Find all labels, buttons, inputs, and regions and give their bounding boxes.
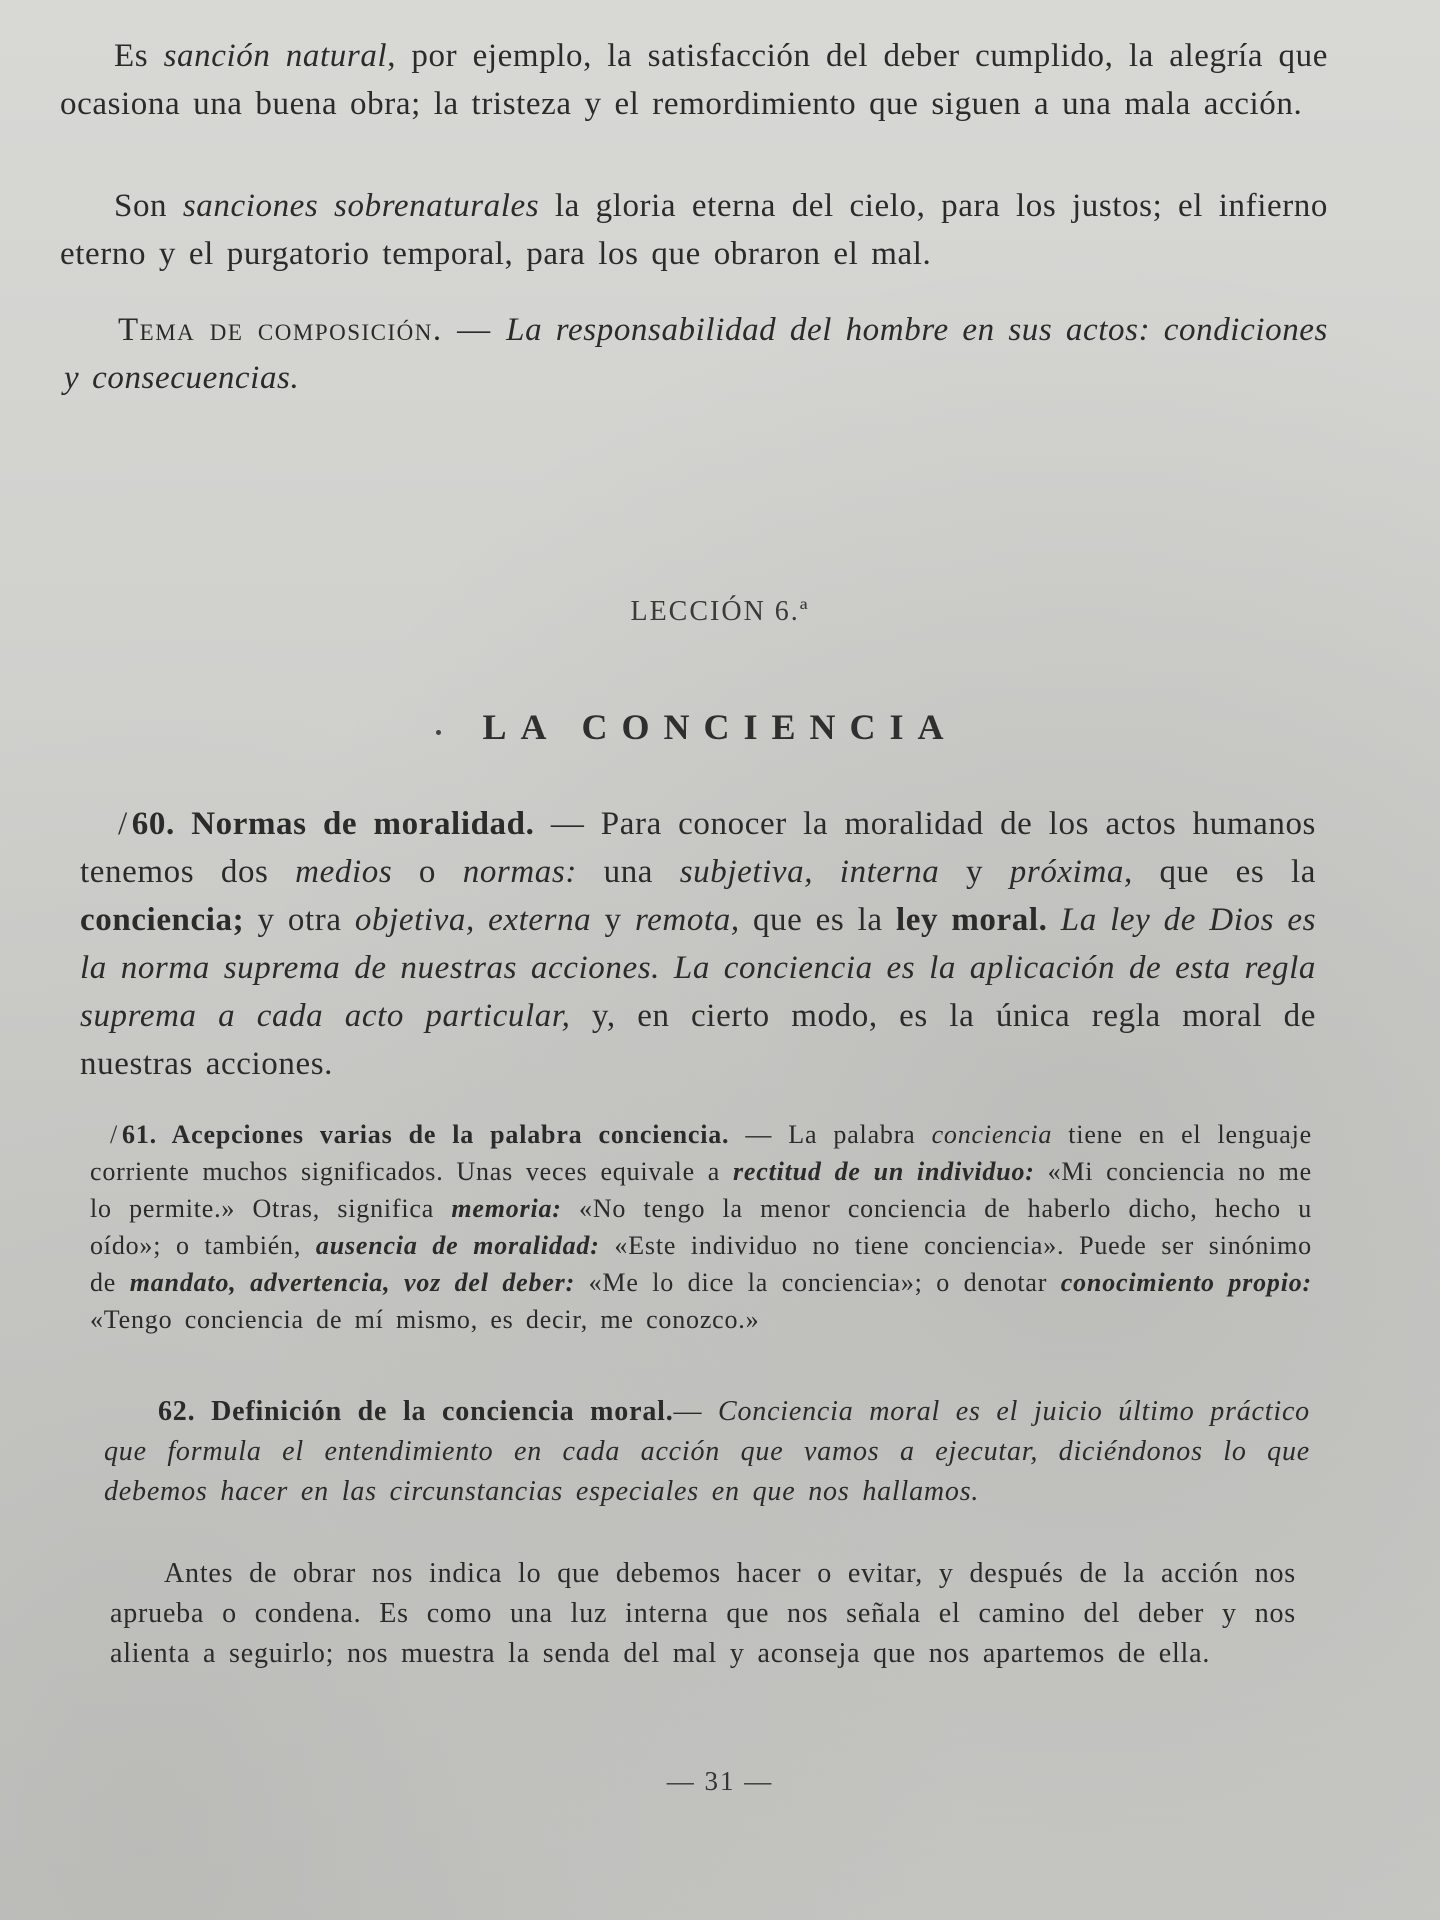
margin-check-mark: /: [118, 806, 128, 842]
section-62-heading: 62. Definición de la conciencia moral.: [158, 1396, 674, 1427]
section-60-normas-de-moralidad: / 60. Normas de moralidad. — Para conocer la moralidad de los actos humanos tenemos dos medios o normas: una subjetiva, interna y próxima, que es la conciencia; y otra objetiva, externa y remota, que es la ley moral. La ley de Dios es la norma suprema de nuestras acciones. La conciencia es la aplicación de esta regla suprema a cada acto particular, y, en cierto modo, es la única regla moral de nuestras acciones.: [80, 806, 1317, 1082]
emphasis-sanciones-sobrenaturales: sanciones sobrenaturales: [182, 188, 540, 224]
section-62-paragraph-2: Antes de obrar nos indica lo que debemos hacer o evitar, y después de la acción nos aprueba o condena. Es como una luz interna que nos señala el camino del deber y nos alienta a seguirlo; nos muestra la senda del mal y aconseja que nos apartemos de ella.: [110, 1558, 1296, 1669]
emphasis-sancion-natural: sanción natural: [163, 38, 388, 74]
margin-check-mark: /: [110, 1120, 119, 1149]
definition-text: Conciencia moral es el juicio último práctico que formula el entendimiento en cada acción que vamos a ejecutar, diciéndonos lo que debemos hacer en las circunstancias especiales en que nos hallamos.: [104, 1396, 1310, 1507]
tema-de-composicion: [64, 306, 1328, 402]
page-number: — 31 —: [666, 1766, 774, 1796]
tema-label: Tema de composición. —: [118, 312, 507, 348]
section-61-acepciones: / 61. Acepciones varias de la palabra conciencia. — La palabra conciencia tiene en el lenguaje corriente muchos significados. Unas veces equivale a rectitud de un individuo: «Mi conciencia no me lo permite.» Otras, significa memoria: «No tengo la menor conciencia de haberlo dicho, hecho u oído»; o también, ausencia de moralidad: «Este individuo no tiene conciencia». Puede ser sinónimo de mandato, advertencia, voz del deber: «Me lo dice la conciencia»; o denotar conocimiento propio: «Tengo conciencia de mí mismo, es decir, me conozco.»: [90, 1120, 1313, 1334]
section-62-definicion: 62. Definición de la conciencia moral.— Conciencia moral es el juicio último práctico que formula el entendimiento en cada acción que vamos a ejecutar, diciéndonos lo que debemos hacer en las circunstancias especiales en que nos hallamos.: [104, 1396, 1310, 1507]
tema-text: La responsabilidad del hombre en sus actos: condiciones y consecuencias.: [64, 312, 1328, 396]
chapter-title: LA CONCIENCIA: [482, 707, 958, 747]
paragraph-sanciones-sobrenaturales: Son sanciones sobrenaturales la gloria eterna del cielo, para los justos; el infierno eterno y el purgatorio temporal, para los que obraron el mal.: [60, 188, 1328, 272]
lesson-number: LECCIÓN 6.ª: [630, 596, 810, 627]
section-60-heading: 60. Normas de moralidad.: [131, 806, 535, 842]
section-61-heading: 61. Acepciones varias de la palabra conciencia.: [122, 1120, 730, 1149]
paragraph-sancion-natural: Es sanción natural, por ejemplo, la satisfacción del deber cumplido, la alegría que ocasiona una buena obra; la tristeza y el remordimiento que siguen a una mala acción.: [60, 38, 1328, 122]
